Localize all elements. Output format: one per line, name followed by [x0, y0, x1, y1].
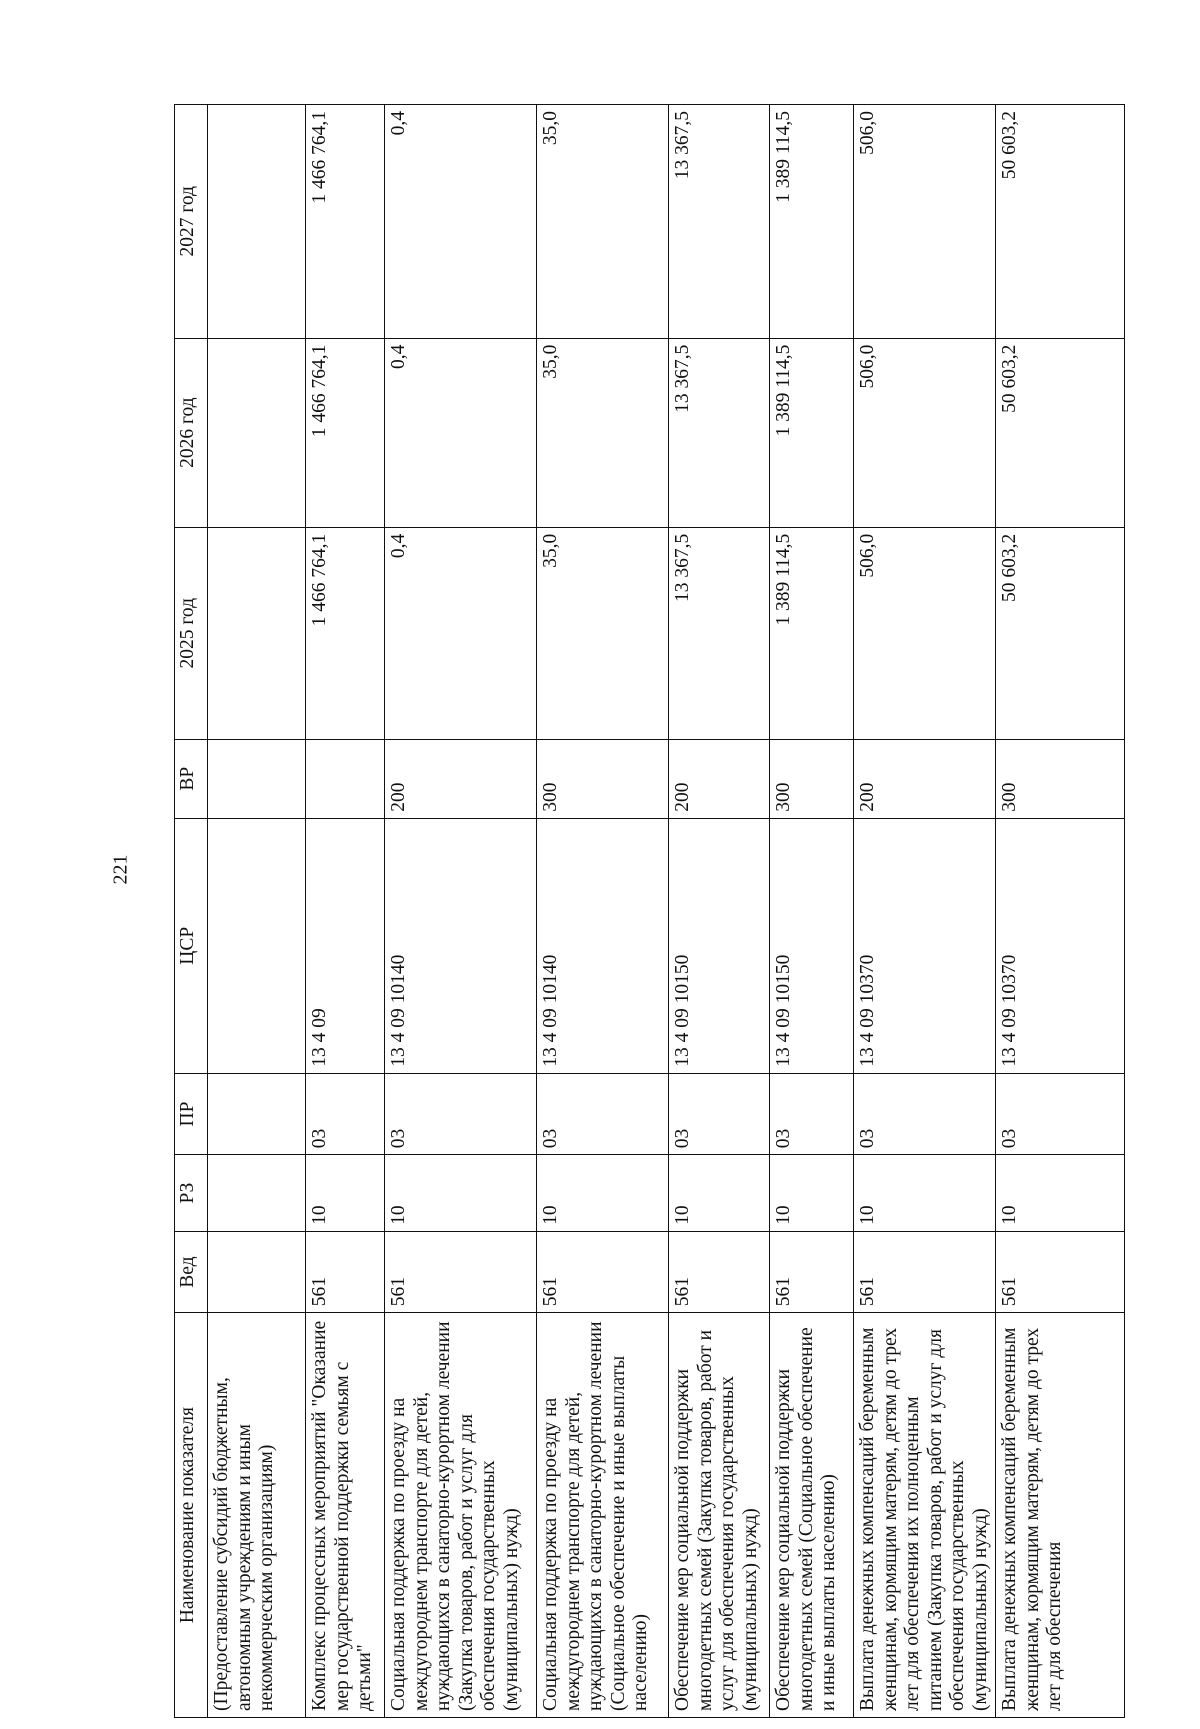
cell-pr: 03: [306, 1073, 385, 1154]
cell-2027: 50 603,2: [996, 105, 1125, 339]
cell-vr: 300: [996, 739, 1125, 818]
cell-ved: 561: [537, 1231, 669, 1312]
table-row: [385, 105, 537, 1718]
cell-2027: 1 389 114,5: [770, 105, 854, 339]
cell-rz: 10: [770, 1155, 854, 1232]
cell-pr: [208, 1073, 306, 1154]
cell-ved: 561: [306, 1231, 385, 1312]
cell-2027: [208, 105, 306, 339]
cell-name: Социальная поддержка по проезду на междугороднем транспорте для детей, нуждающихся в санаторно-курортном лечении (Социальное обеспечение и иные выплаты населению): [537, 1313, 669, 1718]
cell-2027: 35,0: [537, 105, 669, 339]
cell-csr: 13 4 09 10370: [996, 818, 1125, 1073]
cell-csr: 13 4 09: [306, 818, 385, 1073]
cell-vr: 200: [854, 739, 996, 818]
cell-name: Социальная поддержка по проезду на междугороднем транспорте для детей, нуждающихся в санаторно-курортном лечении (Закупка товаров, работ и услуг для обеспечения государственных (муниципальных) нужд): [385, 1313, 537, 1718]
cell-pr: 03: [854, 1073, 996, 1154]
cell-pr: 03: [669, 1073, 770, 1154]
cell-name: Обеспечение мер социальной поддержки многодетных семей (Социальное обеспечение и иные выплаты населению): [770, 1313, 854, 1718]
col-header-pr: ПР: [175, 1073, 208, 1154]
cell-2026: 506,0: [854, 338, 996, 527]
col-header-name: Наименование показателя: [175, 1313, 208, 1718]
col-header-2027: 2027 год: [175, 105, 208, 339]
cell-2025: 1 466 764,1: [306, 527, 385, 739]
cell-rz: 10: [306, 1155, 385, 1232]
cell-rz: 10: [854, 1155, 996, 1232]
cell-ved: [208, 1231, 306, 1312]
cell-ved: 561: [385, 1231, 537, 1312]
col-header-2026: 2026 год: [175, 338, 208, 527]
page-number: 221: [109, 854, 132, 885]
cell-name: Комплекс процессных мероприятий "Оказание мер государственной поддержки семьям с детьми": [306, 1313, 385, 1718]
cell-vr: 300: [537, 739, 669, 818]
cell-rz: [208, 1155, 306, 1232]
table-body: [208, 105, 1125, 1718]
cell-2027: 13 367,5: [669, 105, 770, 339]
cell-name: (Предоставление субсидий бюджетным, автономным учреждениям и иным некоммерческим организациям): [208, 1313, 306, 1718]
cell-csr: 13 4 09 10140: [537, 818, 669, 1073]
cell-2027: 1 466 764,1: [306, 105, 385, 339]
cell-pr: 03: [537, 1073, 669, 1154]
cell-2026: [208, 338, 306, 527]
table-row: [208, 105, 306, 1718]
cell-ved: 561: [669, 1231, 770, 1312]
cell-csr: [208, 818, 306, 1073]
cell-2026: 0,4: [385, 338, 537, 527]
cell-name: Обеспечение мер социальной поддержки многодетных семей (Закупка товаров, работ и услуг для обеспечения государственных (муниципальных) нужд): [669, 1313, 770, 1718]
cell-name: Выплата денежных компенсаций беременным женщинам, кормящим матерям, детям до трех лет для обеспечения их полноценным питанием (Закупка товаров, работ и услуг для обеспечения государственных (муниципальных) нужд): [854, 1313, 996, 1718]
cell-2025: 35,0: [537, 527, 669, 739]
col-header-csr: ЦСР: [175, 818, 208, 1073]
budget-table-rotated: [174, 104, 1125, 1718]
cell-ved: 561: [770, 1231, 854, 1312]
cell-rz: 10: [537, 1155, 669, 1232]
cell-2026: 1 466 764,1: [306, 338, 385, 527]
cell-pr: 03: [770, 1073, 854, 1154]
cell-vr: 200: [385, 739, 537, 818]
cell-2025: 13 367,5: [669, 527, 770, 739]
cell-vr: 200: [669, 739, 770, 818]
cell-vr: [306, 739, 385, 818]
table-row: [306, 105, 385, 1718]
cell-2026: 1 389 114,5: [770, 338, 854, 527]
cell-ved: 561: [996, 1231, 1125, 1312]
cell-2026: 35,0: [537, 338, 669, 527]
cell-2027: 506,0: [854, 105, 996, 339]
col-header-2025: 2025 год: [175, 527, 208, 739]
table-row: [854, 105, 996, 1718]
col-header-vr: ВР: [175, 739, 208, 818]
col-header-rz: РЗ: [175, 1155, 208, 1232]
cell-rz: 10: [996, 1155, 1125, 1232]
cell-rz: 10: [385, 1155, 537, 1232]
table-row: [770, 105, 854, 1718]
cell-2025: [208, 527, 306, 739]
cell-name: Выплата денежных компенсаций беременным женщинам, кормящим матерям, детям до трех лет для обеспечения: [996, 1313, 1125, 1718]
table-row: [996, 105, 1125, 1718]
cell-csr: 13 4 09 10140: [385, 818, 537, 1073]
cell-2025: 1 389 114,5: [770, 527, 854, 739]
budget-table: [174, 104, 1125, 1718]
table-row: [669, 105, 770, 1718]
cell-csr: 13 4 09 10150: [669, 818, 770, 1073]
cell-2025: 50 603,2: [996, 527, 1125, 739]
cell-2026: 50 603,2: [996, 338, 1125, 527]
cell-csr: 13 4 09 10150: [770, 818, 854, 1073]
table-row: [537, 105, 669, 1718]
col-header-ved: Вед: [175, 1231, 208, 1312]
cell-vr: 300: [770, 739, 854, 818]
cell-rz: 10: [669, 1155, 770, 1232]
cell-2025: 0,4: [385, 527, 537, 739]
cell-vr: [208, 739, 306, 818]
cell-2025: 506,0: [854, 527, 996, 739]
header-row: [175, 105, 208, 1718]
cell-pr: 03: [996, 1073, 1125, 1154]
cell-2027: 0,4: [385, 105, 537, 339]
cell-pr: 03: [385, 1073, 537, 1154]
cell-2026: 13 367,5: [669, 338, 770, 527]
cell-csr: 13 4 09 10370: [854, 818, 996, 1073]
cell-ved: 561: [854, 1231, 996, 1312]
